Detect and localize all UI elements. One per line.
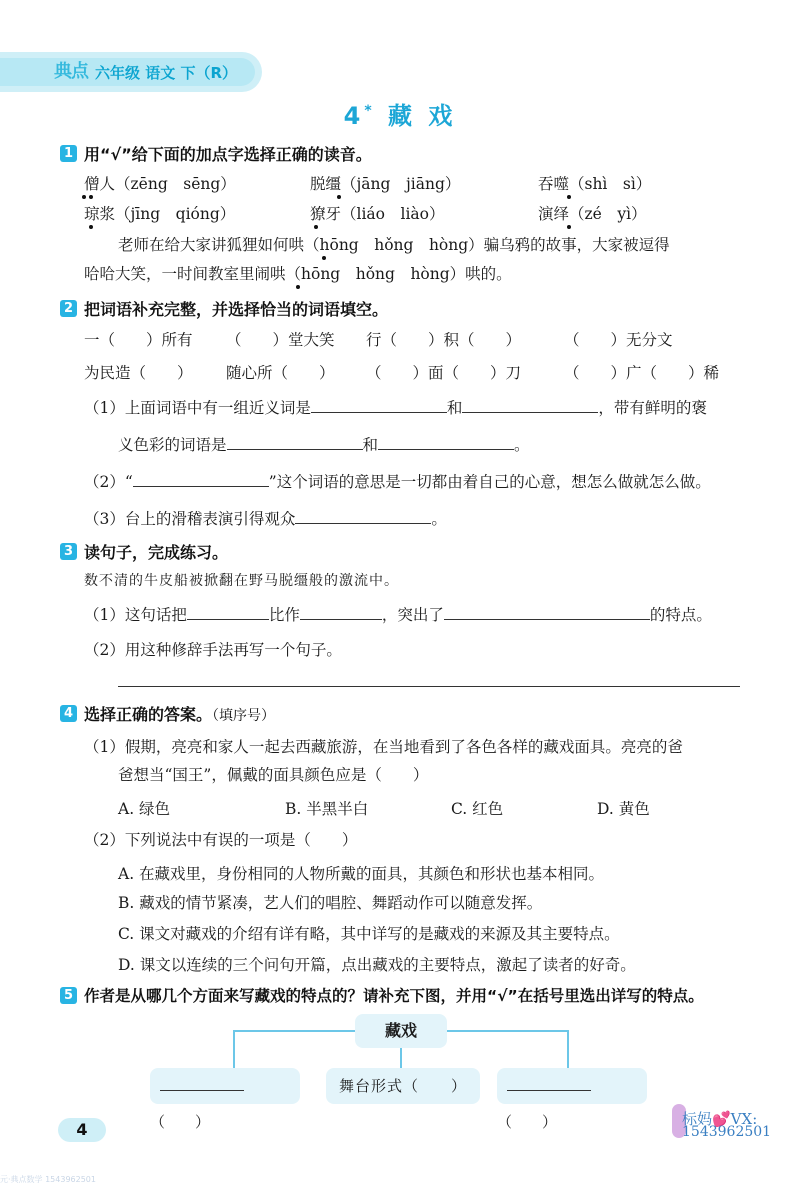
q3-sub1: （1）这句话把 比作 ，突出了 的特点。	[84, 606, 712, 624]
diagram-root: 藏戏	[355, 1014, 447, 1048]
connector-line	[400, 1048, 402, 1068]
emphasis-dot	[89, 225, 93, 229]
q2-sub3: （3）台上的滑稽表演引得观众 。	[84, 510, 447, 528]
q2-number: 2	[60, 300, 77, 317]
q1-item: 獠牙（liáo liào）	[310, 205, 445, 223]
q1-item: 演绎（zé yì）	[538, 205, 647, 223]
emphasis-dot	[567, 225, 571, 229]
q4-option[interactable]: A. 绿色	[118, 800, 171, 818]
watermark-line1: 标妈💕VX:	[682, 1110, 758, 1128]
q2-idiom: 行（ ）积（ ）	[366, 331, 522, 349]
answer-blank[interactable]	[133, 472, 269, 487]
q4-p1-line1: （1）假期，亮亮和家人一起去西藏旅游，在当地看到了各色各样的藏戏面具。亮亮的爸	[84, 738, 683, 756]
connector-line	[567, 1030, 569, 1068]
q3-number: 3	[60, 543, 77, 560]
lesson-title	[0, 96, 800, 131]
q4-option[interactable]: C. 红色	[451, 800, 504, 818]
answer-blank[interactable]	[507, 1076, 591, 1091]
q2-idiom: （ ）面（ ）刀	[366, 364, 522, 382]
emphasis-dot	[296, 285, 300, 289]
book-subject: 六年级 语文 下（R）	[95, 64, 237, 82]
answer-line[interactable]	[118, 686, 740, 687]
q1-number: 1	[60, 145, 77, 162]
q4-option[interactable]: A. 在藏戏里，身份相同的人物所戴的面具，其颜色和形状也基本相同。	[118, 865, 605, 883]
q4-note: （填序号）	[212, 708, 276, 724]
q4-option[interactable]: D. 黄色	[597, 800, 650, 818]
q4-option[interactable]: D. 课文以连续的三个问句开篇，点出藏戏的主要特点，激起了读者的好奇。	[118, 956, 636, 974]
q1-title: 用“√”给下面的加点字选择正确的读音。	[84, 145, 372, 164]
answer-blank[interactable]	[311, 398, 447, 413]
q2-idiom: 为民造（ ）	[84, 364, 193, 382]
q3-sub2: （2）用这种修辞手法再写一个句子。	[84, 641, 342, 659]
q3-title: 读句子，完成练习。	[84, 543, 229, 562]
q2-idiom: （ ）无分文	[564, 331, 673, 349]
emphasis-dot	[89, 195, 93, 199]
answer-blank[interactable]	[444, 605, 650, 620]
emphasis-dot	[322, 256, 326, 260]
answer-blank[interactable]	[462, 398, 598, 413]
connector-line	[233, 1030, 235, 1068]
answer-blank[interactable]	[160, 1076, 244, 1091]
diagram-node-right[interactable]: （ ）	[497, 1068, 647, 1104]
connector-line	[447, 1030, 569, 1032]
page-number: 4	[58, 1118, 106, 1142]
q4-option[interactable]: B. 藏戏的情节紧凑，艺人们的唱腔、舞蹈动作可以随意发挥。	[118, 894, 543, 912]
q4-p2: （2）下列说法中有误的一项是（ ）	[84, 831, 358, 849]
emphasis-dot	[567, 195, 571, 199]
answer-blank[interactable]	[300, 605, 382, 620]
watermark-line2: 1543962501	[682, 1124, 772, 1140]
q1-item: 僧人（zēng sēng）	[84, 175, 236, 193]
emphasis-dot	[337, 195, 341, 199]
diagram-node-middle[interactable]: 舞台形式（ ）	[326, 1068, 480, 1104]
connector-line	[233, 1030, 355, 1032]
q2-sub1-cont: 义色彩的词语是 和 。	[118, 436, 530, 454]
q2-idiom: （ ）堂大笑	[226, 331, 335, 349]
q2-idiom: （ ）广（ ）稀	[564, 364, 720, 382]
q4-p1-line2: 爸想当“国王”，佩戴的面具颜色应是（ ）	[118, 766, 429, 784]
q1-paragraph-line2: 哈哈大笑，一时间教室里闹哄（hōng hǒng hòng）哄的。	[84, 265, 512, 283]
lesson-name: 藏 戏	[388, 102, 457, 130]
q5-title: 作者是从哪几个方面来写藏戏的特点的？请补充下图，并用“√”在括号里选出详写的特点。	[84, 987, 704, 1005]
q2-sub2: （2）“ ”这个词语的意思是一切都由着自己的心意，想怎么做就怎么做。	[84, 473, 711, 491]
q2-sub1: （1）上面词语中有一组近义词是 和 ，带有鲜明的褒	[84, 399, 707, 417]
answer-blank[interactable]	[227, 435, 363, 450]
q3-sentence: 数不清的牛皮船被掀翻在野马脱缰般的激流中。	[84, 573, 399, 589]
answer-blank[interactable]	[295, 509, 431, 524]
q5-number: 5	[60, 987, 77, 1004]
q2-title: 把词语补充完整，并选择恰当的词语填空。	[84, 300, 389, 319]
q4-option[interactable]: C. 课文对藏戏的介绍有详有略，其中详写的是藏戏的来源及其主要特点。	[118, 925, 620, 943]
answer-blank[interactable]	[378, 435, 514, 450]
answer-blank[interactable]	[187, 605, 269, 620]
brand-logo: 典点	[54, 61, 88, 82]
lesson-star: *	[364, 103, 376, 119]
q4-number: 4	[60, 705, 77, 722]
q2-idiom: 随心所（ ）	[226, 364, 335, 382]
q4-title: 选择正确的答案。（填序号）	[84, 705, 276, 724]
emphasis-dot	[314, 225, 318, 229]
q2-idiom: 一（ ）所有	[84, 331, 193, 349]
q1-item: 琼浆（jīng qióng）	[84, 205, 236, 223]
q1-item: 吞噬（shì sì）	[538, 175, 652, 193]
q1-paragraph-line1: 老师在给大家讲狐狸如何哄（hōng hǒng hòng）骗乌鸦的故事，大家被逗得	[118, 236, 670, 254]
diagram-node-left[interactable]: （ ）	[150, 1068, 300, 1104]
footer-faint-text: 元·典点数学 1543962501	[0, 1175, 96, 1184]
q1-item: 脱缰（jāng jiāng）	[310, 175, 461, 193]
q4-option[interactable]: B. 半黑半白	[285, 800, 369, 818]
lesson-number: 4	[343, 102, 365, 130]
